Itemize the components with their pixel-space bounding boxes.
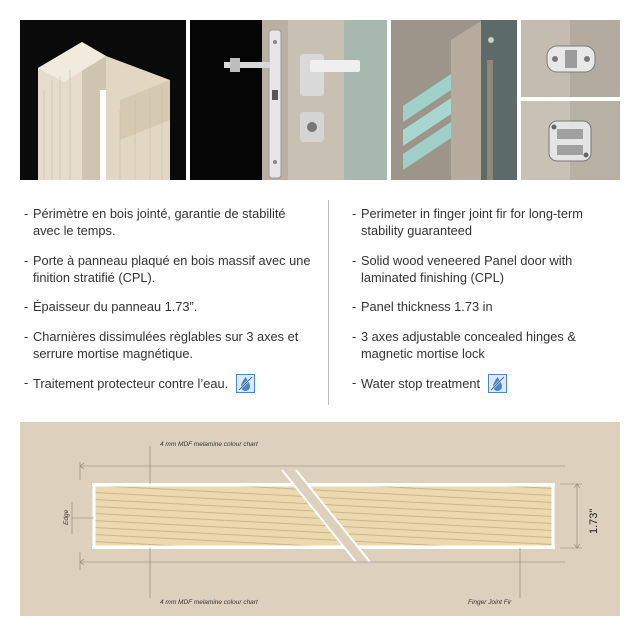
bullet-dash: - — [24, 375, 29, 390]
feature-item-fr — [24, 298, 314, 315]
bullet-dash: - — [352, 206, 357, 221]
feature-item-fr — [24, 205, 314, 239]
column-divider — [328, 200, 329, 405]
feature-text: Solid wood veneered Panel door with laminated finishing (CPL) — [361, 252, 573, 285]
feature-text: Porte à panneau plaqué en bois massif avec une finition stratifié (CPL). — [33, 252, 311, 285]
bottom-skin-label: 4 mm MDF melamine colour chart — [160, 599, 258, 606]
feature-item-en — [352, 298, 622, 315]
photo-glass-panel-door — [391, 20, 517, 180]
panel-cross-section-diagram — [20, 422, 620, 616]
bullet-dash: - — [24, 206, 29, 221]
edge-label: Edge — [63, 509, 70, 525]
bullet-dash: - — [24, 328, 29, 344]
bullet-dash: - — [352, 252, 357, 268]
photo-door-frame — [20, 20, 186, 180]
bullet-dash: - — [352, 299, 357, 314]
feature-item-en — [352, 328, 622, 362]
feature-text: Périmètre en bois jointé, garantie de stabilité avec le temps. — [33, 206, 286, 238]
feature-item-fr — [24, 252, 314, 286]
feature-text: Épaisseur du panneau 1.73”. — [33, 299, 198, 314]
thickness-label: 1.73" — [588, 508, 600, 534]
feature-item-en — [352, 205, 622, 239]
feature-item-en — [352, 374, 622, 393]
feature-item-en — [352, 252, 622, 286]
feature-item-fr — [24, 374, 314, 393]
water-stop-icon — [236, 374, 255, 393]
bullet-dash: - — [352, 328, 357, 344]
core-label: Finger Joint Fir — [468, 599, 512, 606]
feature-text: 3 axes adjustable concealed hinges & magnetic mortise lock — [361, 328, 576, 361]
feature-text: Charnières dissimulées règlables sur 3 axes et serrure mortise magnétique. — [33, 328, 299, 361]
photo-concealed-hinge-open — [521, 101, 620, 180]
feature-text: Panel thickness 1.73 in — [361, 299, 493, 314]
feature-text: Traitement protecteur contre l’eau. — [33, 376, 229, 391]
feature-text: Perimeter in finger joint fir for long-term stability guaranteed — [361, 206, 583, 238]
features-french — [24, 205, 314, 406]
bullet-dash: - — [24, 299, 29, 314]
bullet-dash: - — [24, 252, 29, 268]
features-english — [352, 205, 622, 406]
feature-text: Water stop treatment — [361, 376, 481, 391]
top-skin-label: 4 mm MDF melamine colour chart — [160, 441, 258, 448]
photo-mortise-lock — [190, 20, 387, 180]
photo-concealed-hinge-closed — [521, 20, 620, 97]
bullet-dash: - — [352, 375, 357, 390]
water-stop-icon — [488, 374, 507, 393]
feature-item-fr — [24, 328, 314, 362]
